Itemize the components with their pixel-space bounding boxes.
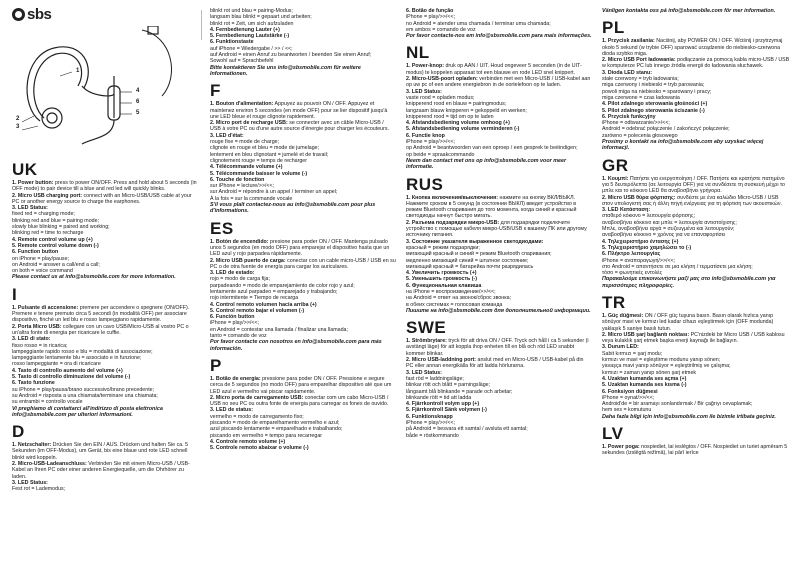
instruction-item: rojo intermitente = Tiempo de recarga <box>210 295 299 302</box>
contact-note: Vi preghiamo di contattarci all'indirizzo di posta elettronica info@sbsmobile.com per ulteriori informazioni. <box>12 405 163 418</box>
instruction-item: 2. Micro port de recharge USB: se connecter avec un câble Micro-USB / USB à votre PC ou d'une autre source d'énergie pour charger les écouteurs. <box>210 120 389 133</box>
instruction-item: 1. Pulsante di accensione: premere per accendere o spegnere (ON/OFF). Premere e tenere premuto circa 5 secondi (in modalità OFF) per associare dispositivo, finché un led blu e rosso lampeggiano rapidamente. <box>12 304 190 324</box>
instruction-item: su iPhone = play/pausa/brano successivo/brano precedente; <box>12 386 155 393</box>
instruction-item: knipperend rood en blauw = pairingmodus; <box>406 101 507 108</box>
instruction-item: 6. Funktionstaste <box>210 39 254 46</box>
instruction-item: 4. Τηλεχειριστήριο έντασης (+) <box>602 238 679 245</box>
instruction-item: 4. Remote control volume up (+) <box>12 236 93 243</box>
instruction-item: στο Android = απαντήσετε σε μια κλήση / τερματίσετε μια κλήση; <box>602 263 753 270</box>
column-2 <box>210 8 396 561</box>
instruction-item: 5. Remote control volume down (-) <box>12 242 99 249</box>
instruction-item: rosso lampeggiante = ora di ricaricare <box>12 361 101 368</box>
instruction-item: clignotement rouge = temps de recharger <box>210 157 308 164</box>
instruction-item: blinkt rot und blau = pairing-Modus; <box>210 8 293 14</box>
instruction-item: iPhone = play/>>/<<; <box>406 14 456 21</box>
instruction-item: 3. LED Status: <box>12 479 48 486</box>
instruction-item: zarówno = polecenia głosowego <box>602 132 678 139</box>
contact-note: Neem dan contact met ons op info@sbsmobile.com voor meer informatie. <box>406 157 567 171</box>
instruction-item: op beide = spraakcommando <box>406 151 475 158</box>
instruction-item: blinkt rot = Zeit, um sich aufzuladen <box>210 20 294 27</box>
instruction-item: 5. Afstandsbediening volume verminderen (-) <box>406 126 520 133</box>
instruction-item: 4. Увеличить громкость (+) <box>406 270 477 277</box>
instruction-item: 1. Netzschalter: Drücken Sie den EIN / AUS. Drücken und halten Sie ca. 5 Sekunden (im OFF-Modus), um Gerät, bis eine blaue und rote LED schnell blinkt wird koppeln. <box>12 442 189 461</box>
instruction-item: 2. Micro USB θύρα φόρτισης: συνδέστε με ένα καλώδιο Micro-USB / USB στον υπολογιστή σας ή άλλη πηγή ενέργειας για τη φόρτιση των ακουστικών. <box>602 194 782 207</box>
instruction-item: 5. Uzaktan kumanda ses kısma (-) <box>602 382 687 389</box>
lang-code: TR <box>602 292 626 312</box>
instruction-item: iPhone = play/>>/<<; <box>406 139 456 146</box>
instruction-item: clignote en rouge et bleu = mode de jumelage; <box>210 145 320 152</box>
instruction-item: fixed red = charging mode; <box>12 211 75 218</box>
instruction-list <box>602 444 790 457</box>
instruction-item: 2. Porta Micro USB: collegare con un cavo USB/Micro-USB al vostro PC o un'altra fonte di energia per ricaricare le cuffie. <box>12 323 189 336</box>
section-lv <box>602 425 790 457</box>
instruction-item: 2. Micro USB-laddning port: anslut med en Micro-USB / USB-kabel på din PC eller annan energikälla för att ladda hörlurarna. <box>406 357 584 370</box>
instruction-item: Android'de = bir aramayı sonlandırmak / Bir çağrıyı cevaplamak; <box>602 401 753 408</box>
instruction-item: 2. Micro USB şarj bağlantı noktası: PC'nizdeki bir Micro USB / USB kablosu veya kulaklık şarj etmek başka enerji kaynağı ile bağlayın. <box>602 331 785 345</box>
instruction-item: både = röstkommando <box>406 432 459 439</box>
lang-code: ES <box>210 218 234 238</box>
instruction-item: blinking red and blue = pairing mode; <box>12 217 100 224</box>
instruction-item: красный = режим подзарядки; <box>406 244 480 251</box>
instruction-item: αναβοσβήνει κόκκινο και μπλε = λειτουργία αντιστοίχισης; <box>602 219 737 226</box>
section-p <box>210 357 396 452</box>
earphone-illustration <box>12 26 198 156</box>
instruction-item: miga czerwony i niebieski = tryb parowania; <box>602 82 705 89</box>
logo-mark-icon <box>12 8 25 21</box>
instruction-list <box>210 8 396 65</box>
instruction-item: Android = odebrać połączenie / zakończyć połączenie; <box>602 126 730 133</box>
instruction-item: fast röd = laddningsläge; <box>406 375 464 382</box>
instruction-item: lentamente azul parpadeo = emparejado y trabajando; <box>210 288 338 295</box>
earphone-diagram <box>12 8 198 158</box>
lang-code: I <box>12 284 18 304</box>
section-uk <box>12 161 198 281</box>
instruction-item: 2. Micro USB Port ładowania: podłączanie za pomocą kabla micro-USB / USB w komputerze PC lub innego źródła energii do ładowania słuchawek. <box>602 57 790 70</box>
instruction-item: 6. Funktionsknapp <box>406 413 453 420</box>
instruction-item: 6. Function button <box>12 249 59 256</box>
instruction-item: yavaşça mavi yanıp sönüyor = eşleştirilmiş ve çalışma; <box>602 363 731 370</box>
instruction-item: su entrambi = controllo vocale <box>12 399 83 406</box>
instruction-item: lampeggiante rapido rosso e blu = modalità di associazione; <box>12 348 153 355</box>
instruction-item: 6. Tasto funzione <box>12 380 55 387</box>
instruction-item: медленно мигающий синий = штатное состояние; <box>406 257 529 264</box>
contact-note: Please contact us at info@sbsmobile.com for more information. <box>12 274 176 281</box>
instruction-item: fisso rosso = in ricarica; <box>12 342 68 349</box>
instruction-item: σταθερό κόκκινο = λειτουργία φόρτισης; <box>602 213 695 220</box>
instruction-item: blinking red = time to recharge <box>12 230 84 237</box>
section-tr <box>602 294 790 420</box>
instruction-item: no Android = atender uma chamada / terminar uma chamada; <box>406 20 551 27</box>
instruction-item: 5. Control remoto bajar el volumen (-) <box>210 307 305 314</box>
instruction-item: 6. Functie knop <box>406 132 445 139</box>
instruction-item: 4. Pilot zdalnego sterowania głośności (+) <box>602 101 708 108</box>
instruction-item: 6. Fonksiyon düğmesi <box>602 388 658 395</box>
instruction-item: 4. Télécommande volume (+) <box>210 164 283 171</box>
instruction-item: iPhone = play/>>/<<; <box>406 420 456 427</box>
instruction-item: auf iPhone = Wiedergabe / >> / <<; <box>210 45 293 52</box>
instruction-item: 1. Κουμπί: Πατήστε για ενεργοποίηση / OFF. Πατήστε και κρατήστε πατημένο για 5 δευτερόλεπτα (σε λειτουργία OFF) για να συνδέσετε τη συσκευή μέχρι το μπλε και το κόκκινο LED θα αναβοσβήνει γρήγορα. <box>602 175 785 195</box>
instruction-item: 3. LED d'état: <box>210 132 244 139</box>
instruction-item: 1. Кнопка включения/выключения: нажмите на кнопку ВКЛ/ВЫКЛ. Нажмите сроком в 5 секунд (в состоянии ВЫКЛ) введет устройство в режим Bluetooth спаривания до того момента, когда синий и красный светодиоды начнут быстро мигать. <box>406 194 577 220</box>
section-gr <box>602 157 790 289</box>
instruction-list <box>12 305 198 406</box>
contact-note: Παρακαλούμε επικοινωνήστε μαζί μας στο info@sbsmobile.com για περισσότερες πληροφορίες. <box>602 276 776 289</box>
instruction-list <box>602 313 790 414</box>
callout-2: 2 <box>16 116 20 122</box>
instruction-item: 3. Dioda LED stanu: <box>602 69 653 76</box>
instruction-list <box>406 63 592 157</box>
instruction-item: slowly blue blinking = paired and working; <box>12 224 110 231</box>
instruction-item: 4. Control remoto volumen hacia arriba (+) <box>210 301 317 308</box>
instruction-item: azul piscando lentamente = emparelhado e trabalhando; <box>210 426 343 433</box>
section-d <box>12 423 198 492</box>
instruction-item: 5. Уменьшить громкость (-) <box>406 276 478 283</box>
instruction-item: αναβοσβήνει κόκκινο = χρόνος για να επαναφορτίσει <box>602 232 726 239</box>
instruction-item: Μπλε, αναβοσβήνει αργά = συζευγμένα και λειτουργούν; <box>602 226 735 233</box>
callout-3: 3 <box>16 124 20 130</box>
instruction-item: мигающий красный и синий = режим Bluetooth спаривания; <box>406 251 552 258</box>
contact-note: Bitte kontaktieren Sie uns info@sbsmobile.com für weitere Informationen. <box>210 64 361 77</box>
lang-code: D <box>12 422 25 442</box>
instruction-item: 4. Fjärrkontroll volym upp (+) <box>406 401 480 408</box>
instruction-item: em ambos = comando de voz <box>406 26 476 33</box>
section-swe-continued <box>602 8 790 14</box>
instruction-item: 2. Micro porta de carregamento USB: conectar com um cabo Micro-USB / USB no seu PC ou outra fonte de energia para carregar os fones de ouvido. <box>210 394 389 408</box>
instruction-item: 4. Controle remoto volume (+) <box>210 438 286 445</box>
instruction-item: 6. Przycisk funkcyjny <box>602 113 656 120</box>
instruction-item: 2. Micro USB puerto de carga: conectar con un cable micro-USB / USB en su PC o de otra fuente de energía para cargar los auriculares. <box>210 257 396 270</box>
instruction-item: blinkande rött = tid att ladda <box>406 394 472 401</box>
instruction-item: 3. Состояние указателя выраженное светодиодами: <box>406 238 544 245</box>
instruction-item: Sabit kırmızı = şarj modu; <box>602 350 663 357</box>
section-swe <box>406 319 592 439</box>
instruction-item: sur iPhone = lecture/>>/<<; <box>210 183 275 190</box>
instruction-item: on Android = answer a call/end a call; <box>12 261 100 268</box>
instruction-item: vaste rood = opladen modus; <box>406 94 475 101</box>
section-d-continued <box>210 8 396 77</box>
instruction-item: på Android = besvara ett samtal / avsluta ett samtal; <box>406 426 528 433</box>
instruction-item: 3. LED Status: <box>12 205 48 212</box>
instruction-item: parpadeando = modo de emparejamiento de color rojo y azul; <box>210 282 355 289</box>
instruction-item: langsam blau blinkt = gepaart und arbeiten; <box>210 14 312 21</box>
instruction-item: 3. Durum LED: <box>602 344 639 351</box>
instruction-item: 3. LED Status: <box>406 88 442 95</box>
instruction-item: в обеих системах = голосовая команда <box>406 301 503 308</box>
contact-note: S'il vous plaît contactez-nous au info@sbsmobile.com pour plus d'informations. <box>210 202 376 215</box>
instruction-item: on both = voice command <box>12 268 73 275</box>
instruction-item: 2. Micro-USB-poort opladen: verbinden met een Micro-USB / USB-kabel aan op uw pc of een andere energiebron in de oortelefoon op te laden. <box>406 76 591 89</box>
instruction-item: tanto = comando de voz <box>210 333 267 340</box>
section-es <box>210 220 396 352</box>
instruction-item: iPhone = oynat/>>/<<; <box>602 394 655 401</box>
instruction-item: Fest rot = Lademodus; <box>12 486 66 493</box>
contact-note: Por favor contacte con nosotros en info@sbsmobile.com para más información. <box>210 339 382 352</box>
column-1 <box>12 8 198 561</box>
instruction-item: 4. Uzaktan kumanda ses açma (+) <box>602 375 687 382</box>
lang-code: LV <box>602 424 624 444</box>
instruction-item: 4. Fernbedienung Lauter (+) <box>210 26 280 33</box>
instruction-item: 5. Télécommande baisser le volume (-) <box>210 170 308 177</box>
section-nl <box>406 44 592 170</box>
instruction-item: su Android = risposta a una chiamata/terminare una chiamata; <box>12 392 158 399</box>
instruction-item: langzaam blauw knipperen = gekoppeld en werken; <box>406 107 527 114</box>
instruction-item: 5. Fjärrkontroll Sänk volymen (-) <box>406 407 487 414</box>
instruction-item: 5. Tasto di controllo diminuzione del volume (-) <box>12 374 131 381</box>
lang-code: P <box>210 355 222 375</box>
instruction-item: 5. Fernbedienung Lautstärke (-) <box>210 33 290 40</box>
instruction-item: stałe czerwony = tryb ładowania; <box>602 76 679 83</box>
instruction-item: 1. Power button: press to power ON/OFF. Press and hold about 5 seconds (in OFF mode) to pair device till a blue and red led will quickly blinks. <box>12 180 197 193</box>
instruction-item: iPhone = odtwarzanie/>>/<<; <box>602 120 670 127</box>
instruction-item: knipperend rood = tijd om op te laden <box>406 113 494 120</box>
instruction-item: 1. Bouton d'alimentation: Appuyez au pouvoir ON / OFF. Appuyez et maintenez environ 5 secondes (en mode OFF) pour se lier dispositif jusqu'à une LED bleue et rouge clignote rapidement. <box>210 101 388 120</box>
instruction-item: kırmızı ve mavi = eşleştirme modunu yanıp sönen; <box>602 357 721 364</box>
instruction-item: miga czerwone = czas ładowania <box>602 94 680 101</box>
instruction-list <box>406 338 592 439</box>
contact-note: Пишите на info@sbsmobile.com для дополнительной информации. <box>406 307 591 314</box>
instruction-list <box>12 180 198 274</box>
section-p-continued <box>406 8 592 39</box>
instruction-item: 2. Разъема подзарядки микро-USB: для подзарядки подключите устройство с помощью кабеля микро-USB/USB к вашему ПК или другому источнику питания. <box>406 219 587 239</box>
instruction-item: 4. Tasto di controllo aumento del volume (+) <box>12 367 123 374</box>
instruction-item: 3. LED Κατάσταση: <box>602 207 651 214</box>
instruction-item: piscando = modo de emparelhamento vermelho e azul; <box>210 420 340 427</box>
instruction-item: vermelho = modo de carregamento fixo; <box>210 413 304 420</box>
instruction-item: iPhone = αναπαραγωγή/>>/<<; <box>602 257 676 264</box>
contact-note: Prosimy o kontakt na info@sbsmobile.com aby uzyskać więcej informacji. <box>602 139 764 152</box>
lang-code: PL <box>602 18 625 38</box>
instruction-item: 1. Power-knop: druk op AAN / UIT. Houd ongeveer 5 seconden (in de UIT-modus) te koppelen apparaat tot een blauwe en rode LED snel knippert. <box>406 63 582 76</box>
contact-note: Vänligen kontakta oss på info@sbsmobile.com för mer information. <box>602 8 776 14</box>
instruction-item: lampeggiante lentamente blu = associato e in funzione; <box>12 355 142 362</box>
callout-4: 4 <box>136 88 140 94</box>
instruction-item: powoli miga na niebiesko = sparowany i pracy; <box>602 88 712 95</box>
instruction-item: 6. Функциональная клавиша <box>406 282 482 289</box>
callout-6: 6 <box>136 99 140 105</box>
instruction-item: 1. Power poga: nospiediet, lai ieslēgtos / OFF. Nospiediet un turiet apmēram 5 sekundes (izslēgtā režīmā), lai pārī ierīce <box>602 444 788 457</box>
instruction-item: τόσο = φωνητικές εντολές <box>602 270 663 277</box>
instruction-item: långsamt blå blinkande = parade och arbetar; <box>406 388 513 395</box>
column-3 <box>406 8 592 561</box>
instruction-item: 3. LED de estado: <box>210 270 255 277</box>
instruction-item: blinkar rött och blått = parningsläge; <box>406 382 491 389</box>
instruction-item: À la fois = sur la commande vocale <box>210 195 293 202</box>
instruction-list <box>210 101 396 202</box>
lang-code: NL <box>406 43 430 63</box>
section-rus <box>406 176 592 315</box>
instruction-item: rojo = modo de carga fija; <box>210 276 270 283</box>
section-pl <box>602 19 790 151</box>
instruction-item: 2. Micro-USB-Ladeanschluss: Verbinden Sie mit einem Micro-USB / USB-Kabel an Ihren PC oder einer anderen Energiequelle, um die Ohrhörer zu laden. <box>12 460 190 480</box>
callout-5: 5 <box>136 110 140 116</box>
instruction-item: on iPhone = play/pause; <box>12 255 69 262</box>
instruction-item: на Android = ответ на звонок/сброс звонка; <box>406 295 512 302</box>
instruction-item: iPhone = play/>>/<<; <box>210 320 260 327</box>
instruction-list <box>12 442 198 492</box>
instruction-item: rouge fixe = mode de charge; <box>210 139 280 146</box>
section-i <box>12 286 198 418</box>
instruction-item: hem ses = komutunu <box>602 407 652 414</box>
instruction-list <box>210 239 396 340</box>
instruction-item: sur Android = répondre à un appel / terminer un appel; <box>210 189 338 196</box>
lang-code: UK <box>12 160 38 179</box>
instruction-list <box>406 8 592 33</box>
instruction-list <box>602 176 790 277</box>
lang-code: F <box>210 81 221 101</box>
instruction-item: 3. LED di stato: <box>12 336 51 343</box>
section-f <box>210 82 396 214</box>
instruction-item: 5. Pilot zdalnego sterowania ściszanie (-) <box>602 107 705 114</box>
instruction-item: 1. Botão de energia: pressione para poder ON / OFF. Pressione e segure cerca de 5 segundos (no modo OFF) para emparelhar dispositivo até que um LED azul e vermelho vai piscar rapidamente. <box>210 375 392 395</box>
instruction-item: 2. Micro USB charging port: connect with an Micro-USB/USB cable at your PC or another energy source to charge the earphones. <box>12 192 192 205</box>
instruction-item: lentement en bleu clignotant = jumelé et de travail; <box>210 151 329 158</box>
instruction-item: piscando em vermelho = tempo para recarregar <box>210 432 323 439</box>
instruction-item: 1. Przycisk zasilania: Naciśnij, aby POWER ON / OFF. Wciśnij i przytrzymaj około 5 sekund (w trybie OFF) sparować urządzenie do niebiesko-czerwona dioda szybko miga. <box>602 38 783 57</box>
instruction-item: 3. LED de status: <box>210 407 253 414</box>
callout-1: 1 <box>76 68 80 74</box>
instruction-item: auf Android = einen Anruf zu beantworten / beenden Sie einen Anruf; <box>210 52 372 59</box>
instruction-item: на iPhone = воспроизведение/>>/<<; <box>406 288 496 295</box>
instruction-item: en Android = contestar una llamada / finalizar una llamada; <box>210 326 348 333</box>
sbs-logo <box>12 8 57 22</box>
instruction-item: Sowohl auf = Sprachbefehl <box>210 58 274 65</box>
contact-note: Daha fazla bilgi için info@sbsmobile.com ile bizimle irtibata geçiniz. <box>602 413 776 420</box>
column-4 <box>602 8 790 561</box>
instruction-list <box>406 195 592 308</box>
instruction-item: 5. Τηλεχειριστήριο χαμηλώσει το (-) <box>602 244 692 251</box>
instruction-item: 6. Touche de fonction <box>210 176 265 183</box>
instruction-item: 1. Botón de encendido: presione para poder ON / OFF. Mantenga pulsado unos 5 segundos (en modo OFF) para emparejar el dispositivo hasta que un LED azul y rojo parpadea rápidamente. <box>210 238 390 258</box>
instruction-item: op Android = beantwoorden van een oproep / een gesprek te beëindigen; <box>406 145 578 152</box>
instruction-item: 3. LED Status: <box>406 369 442 376</box>
instruction-item: 5. Controle remoto abaixar o volume (-) <box>210 445 309 452</box>
lang-code: GR <box>602 155 629 175</box>
fold-line <box>201 10 202 40</box>
instruction-item: kırmızı = zaman yanıp sönen şarj etmek <box>602 369 697 376</box>
lang-code: SWE <box>406 318 447 338</box>
instruction-item: 1. Güç düğmesi: ON / OFF güç tuşuna basın. Basın olarak hızlıca yanıp sönüyor mavi ve kırmızı led kadar cihazı eşleştirmek için (OFF modunda) yaklaşık 5 saniye basılı tutun. <box>602 312 774 332</box>
contact-note: Por favor contacte-nos em info@sbsmobile.com para mais informações. <box>406 33 592 40</box>
instruction-item: 6. Botão de função <box>406 8 454 14</box>
instruction-item: 6. Πλήκτρο λειτουργίας <box>602 251 661 258</box>
instruction-item: 6. Función button <box>210 314 255 321</box>
logo-text: sbs <box>27 8 52 23</box>
instruction-item: мигающий красный = батарейка почти разрядилась <box>406 263 534 270</box>
instruction-item: 1. Strömbrytare: tryck för att driva ON / OFF. Tryck och håll i ca 5 sekunder (i avstängt läge) för att koppla ihop enheten till en blå och röd LED snabbt kommer blinkar. <box>406 338 589 357</box>
instruction-list <box>210 376 396 452</box>
instruction-item: 4. Afstandsbediening volume omhoog (+) <box>406 120 510 127</box>
instruction-list <box>602 38 790 139</box>
lang-code: RUS <box>406 174 444 194</box>
